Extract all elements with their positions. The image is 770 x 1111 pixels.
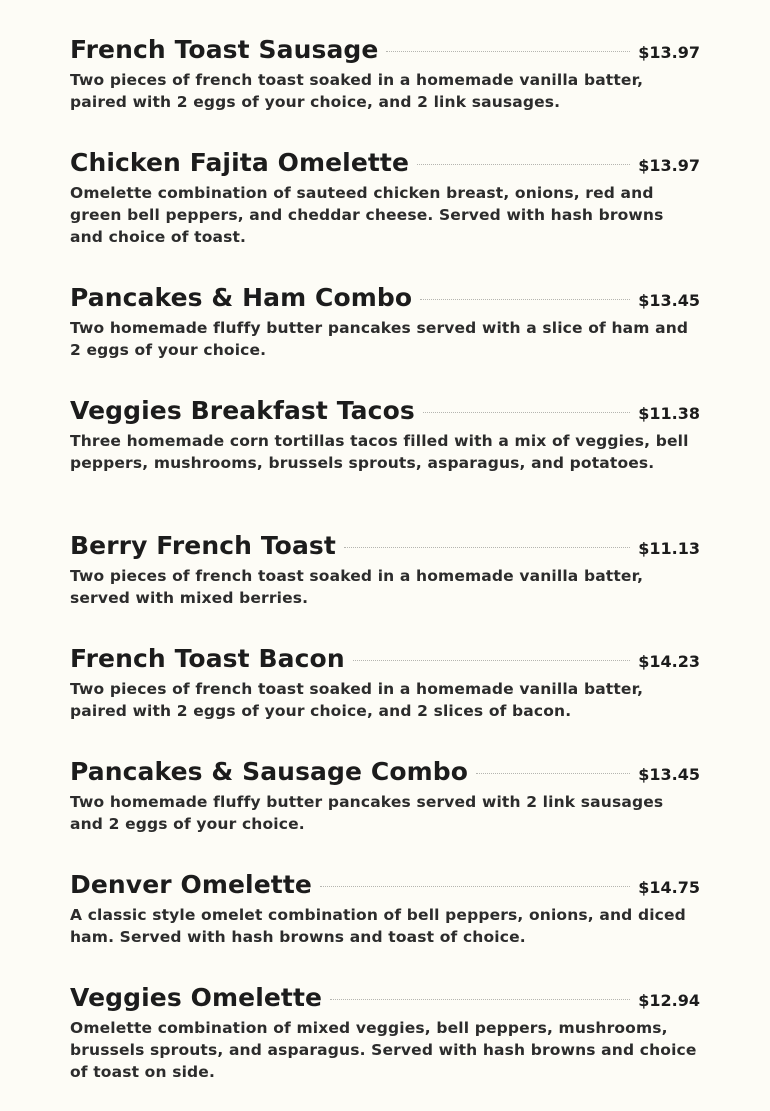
menu-item-header xyxy=(70,394,700,428)
menu-item-name: Berry French Toast xyxy=(70,531,336,560)
dotted-leader xyxy=(476,773,630,774)
menu-item-description: Three homemade corn tortillas tacos filled with a mix of veggies, bell peppers, mushrooms, brussels sprouts, asparagus, and potatoes. xyxy=(70,432,689,472)
menu-item-header xyxy=(70,281,700,315)
menu-item xyxy=(70,981,700,1083)
menu-item-description: Two homemade fluffy butter pancakes served with a slice of ham and 2 eggs of your choice. xyxy=(70,319,689,359)
menu-item-price: $12.94 xyxy=(638,991,700,1010)
menu-item-name: Pancakes & Ham Combo xyxy=(70,283,413,312)
menu-item-name: French Toast Bacon xyxy=(70,644,345,673)
menu-item-price: $13.45 xyxy=(638,291,700,310)
menu-item-name: Denver Omelette xyxy=(70,870,312,899)
menu-item xyxy=(70,281,700,361)
menu-item-description: Omelette combination of sauteed chicken breast, onions, red and green bell peppers, and cheddar cheese. Served with hash browns and choice of toast. xyxy=(70,184,664,246)
menu-item-header xyxy=(70,33,700,67)
menu-item xyxy=(70,33,700,113)
menu-item xyxy=(70,146,700,248)
menu-item-price: $13.97 xyxy=(638,156,700,175)
dotted-leader xyxy=(423,412,630,413)
menu-item-description: Omelette combination of mixed veggies, bell peppers, mushrooms, brussels sprouts, and asparagus. Served with hash browns and choice of toast on side. xyxy=(70,1019,697,1081)
menu-item-name: Veggies Omelette xyxy=(70,983,323,1012)
menu-item-description: Two pieces of french toast soaked in a homemade vanilla batter, served with mixed berries. xyxy=(70,567,644,607)
menu-item-name: Chicken Fajita Omelette xyxy=(70,148,410,177)
menu-item-price: $13.97 xyxy=(638,43,700,62)
dotted-leader xyxy=(353,660,631,661)
dotted-leader xyxy=(320,886,630,887)
menu-item-name: Veggies Breakfast Tacos xyxy=(70,396,415,425)
menu-item-header xyxy=(70,529,700,563)
menu-item-price: $11.13 xyxy=(638,539,700,558)
dotted-leader xyxy=(420,299,630,300)
menu-item-name: Pancakes & Sausage Combo xyxy=(70,757,469,786)
menu-item-description: Two homemade fluffy butter pancakes served with 2 link sausages and 2 eggs of your choice. xyxy=(70,793,664,833)
menu-item-description: Two pieces of french toast soaked in a homemade vanilla batter, paired with 2 eggs of your choice, and 2 link sausages. xyxy=(70,71,644,111)
menu-item-description: A classic style omelet combination of bell peppers, onions, and diced ham. Served with hash browns and toast of choice. xyxy=(70,906,686,946)
dotted-leader xyxy=(330,999,630,1000)
menu-item xyxy=(70,394,700,474)
menu-item-header xyxy=(70,146,700,180)
menu-item xyxy=(70,529,700,609)
menu-item-price: $14.75 xyxy=(638,878,700,897)
menu-item-price: $11.38 xyxy=(638,404,700,423)
menu-item xyxy=(70,755,700,835)
menu-item xyxy=(70,642,700,722)
cut-off-previous-description xyxy=(70,0,700,6)
dotted-leader xyxy=(386,51,630,52)
menu-item xyxy=(70,868,700,948)
menu-item-header xyxy=(70,868,700,902)
menu-item-description: Two pieces of french toast soaked in a homemade vanilla batter, paired with 2 eggs of your choice, and 2 slices of bacon. xyxy=(70,680,644,720)
menu-item-price: $14.23 xyxy=(638,652,700,671)
menu-item-price: $13.45 xyxy=(638,765,700,784)
dotted-leader xyxy=(344,547,630,548)
menu-item-header xyxy=(70,981,700,1015)
menu-item-header xyxy=(70,755,700,789)
menu-item-header xyxy=(70,642,700,676)
dotted-leader xyxy=(417,164,630,165)
menu-item-name: French Toast Sausage xyxy=(70,35,379,64)
